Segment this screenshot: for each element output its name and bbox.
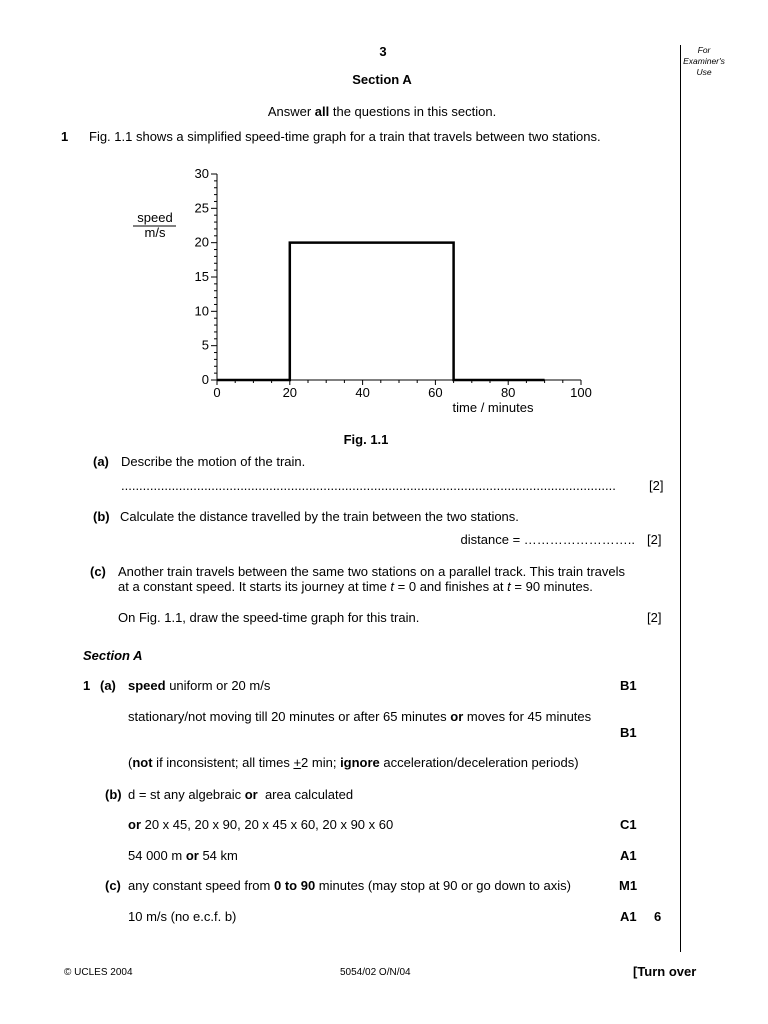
part-a-label: (a) — [93, 454, 109, 469]
ms-part-b-label: (b) — [105, 787, 122, 802]
speed-time-chart — [120, 160, 600, 420]
text-bold: or — [244, 787, 258, 802]
y-tick-label: 0 — [201, 372, 209, 387]
footer-code: 5054/02 O/N/04 — [340, 967, 411, 978]
ms-c1-mark: M1 — [619, 878, 638, 893]
ms-total: 6 — [654, 909, 662, 924]
marks-c: [2] — [647, 610, 662, 625]
ms-c2: 10 m/s (no e.c.f. b) — [128, 909, 237, 924]
ms-b2-mark: C1 — [620, 817, 637, 832]
text: area calculated — [257, 787, 354, 802]
text-bold: speed — [128, 678, 166, 693]
text-bold: all — [314, 104, 330, 119]
page-number: 3 — [379, 44, 387, 59]
text: = 90 minutes. — [510, 579, 593, 594]
ms-part-c-label: (c) — [105, 878, 121, 893]
ms-a2 — [128, 709, 591, 725]
instruction — [268, 104, 496, 120]
text-bold: 0 to 90 — [273, 878, 316, 893]
part-c-label: (c) — [90, 564, 106, 579]
marks-a: [2] — [649, 478, 664, 493]
x-tick-label: 0 — [213, 385, 221, 400]
text: stationary/not moving till 20 minutes or after 65 minutes — [128, 709, 451, 724]
y-tick-label: 15 — [194, 269, 209, 284]
text: Answer — [267, 104, 315, 119]
part-b-text: Calculate the distance travelled by the train between the two stations. — [120, 509, 519, 524]
part-c-line1: Another train travels between the same two stations on a parallel track. This train travels — [118, 564, 626, 579]
y-tick-label: 10 — [194, 303, 209, 319]
ms-b2 — [128, 817, 393, 833]
text-bold: or — [185, 848, 199, 863]
x-tick-label: 40 — [355, 385, 370, 400]
x-tick-label: 60 — [428, 385, 443, 400]
text: moves for 45 minutes — [463, 709, 592, 724]
ms-part-a-label: (a) — [100, 678, 116, 693]
y-axis-label-top: speed — [137, 210, 173, 225]
plus-minus: + — [293, 755, 302, 770]
ms-b3 — [128, 848, 238, 864]
y-tick-label: 25 — [194, 200, 209, 216]
text: acceleration/deceleration periods) — [379, 755, 579, 770]
text-italic: t — [507, 579, 511, 594]
text: d = st any algebraic — [128, 787, 245, 802]
part-c-line2 — [118, 579, 593, 595]
ms-b3-mark: A1 — [620, 848, 637, 863]
ms-question-number: 1 — [83, 678, 91, 693]
x-tick-label: 80 — [500, 385, 516, 400]
text: any constant speed from — [128, 878, 274, 893]
x-axis-label: time / minutes — [452, 400, 534, 415]
text-bold: or — [128, 817, 141, 832]
text-bold: or — [450, 709, 464, 724]
ms-a3 — [128, 755, 579, 771]
part-a-text: Describe the motion of the train. — [121, 454, 306, 469]
text: 20 x 45, 20 x 90, 20 x 45 x 60, 20 x 90 x 60 — [141, 817, 394, 832]
text-italic: t — [390, 579, 395, 594]
ms-c1 — [128, 878, 571, 894]
marks-b: [2] — [647, 532, 662, 547]
text: 54 km — [198, 848, 238, 863]
examiner-margin-line — [680, 45, 681, 952]
text: minutes (may stop at 90 or go down to axis) — [315, 878, 571, 893]
ms-a2-mark: B1 — [620, 725, 637, 740]
distance-answer-line[interactable]: distance = …………………….. — [460, 532, 635, 547]
part-c-instruction: On Fig. 1.1, draw the speed-time graph for this train. — [118, 610, 420, 625]
ms-a1-mark: B1 — [620, 678, 637, 693]
text: = 0 and finishes at — [394, 579, 508, 594]
text: if inconsistent; all times — [152, 755, 294, 770]
question-intro: Fig. 1.1 shows a simplified speed-time graph for a train that travels between two stations. — [89, 129, 601, 144]
footer-copyright: © UCLES 2004 — [64, 967, 133, 978]
ms-b1 — [128, 787, 353, 803]
text: ( — [128, 755, 133, 770]
text-bold: ignore — [340, 755, 380, 770]
text-bold: not — [132, 755, 153, 770]
y-axis-label-bottom: m/s — [144, 225, 166, 240]
ms-a1 — [128, 678, 270, 694]
y-tick-label: 20 — [194, 234, 209, 250]
examiner-use-label: For Examiner's Use — [683, 45, 725, 77]
x-tick-label: 100 — [570, 385, 592, 400]
footer-turn-over: [Turn over — [633, 964, 697, 979]
section-title: Section A — [352, 72, 412, 87]
y-tick-label: 5 — [201, 337, 209, 353]
text: uniform or 20 m/s — [165, 678, 271, 693]
part-b-label: (b) — [93, 509, 110, 524]
answer-line-a[interactable]: ......................................................................................................................................... — [121, 478, 616, 493]
figure-caption: Fig. 1.1 — [343, 432, 389, 447]
text: 54 000 m — [128, 848, 186, 863]
series-line-train — [217, 243, 545, 380]
text: at a constant speed. It starts its journey at time — [118, 579, 391, 594]
y-tick-label: 30 — [194, 166, 209, 181]
text: 2 min; — [301, 755, 341, 770]
text: the questions in this section. — [329, 104, 497, 119]
ms-c2-mark: A1 — [620, 909, 637, 924]
question-number: 1 — [61, 129, 69, 144]
mark-scheme-title: Section A — [83, 648, 143, 663]
x-tick-label: 20 — [282, 385, 298, 400]
